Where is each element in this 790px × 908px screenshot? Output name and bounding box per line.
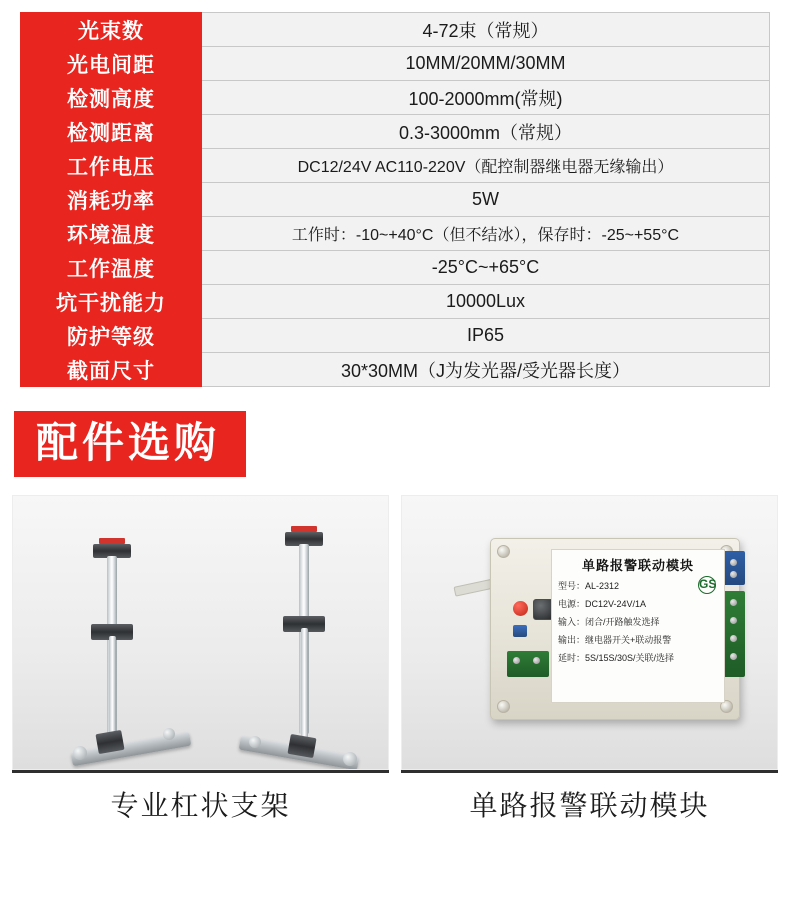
spec-value: 10MM/20MM/30MM <box>202 47 770 81</box>
bracket-bolt <box>249 736 261 748</box>
bracket-photo <box>12 495 389 770</box>
module-label-title: 单路报警联动模块 <box>581 558 694 574</box>
module-led <box>513 601 528 616</box>
table-row <box>21 183 770 217</box>
table-row <box>21 353 770 387</box>
table-row <box>21 217 770 251</box>
module-label-line: 电源：DC12V-24V/1A <box>558 599 647 610</box>
module-label-line: 型号：AL-2312 <box>558 581 620 592</box>
module-potentiometer[interactable] <box>513 625 527 637</box>
spec-value: 30*30MM（J为发光器/受光器长度） <box>202 353 770 387</box>
table-row <box>21 149 770 183</box>
module-label-line: 输出：继电器开关+联动报警 <box>558 635 672 646</box>
spec-label: 工作温度 <box>21 251 202 285</box>
spec-value: 100-2000mm(常规) <box>202 81 770 115</box>
module-screw <box>497 700 510 713</box>
accessory-card-alarm-module[interactable] <box>401 495 778 835</box>
spec-label: 截面尺寸 <box>21 353 202 387</box>
spec-value: DC12/24V AC110-220V（配控制器继电器无缘输出） <box>202 149 770 183</box>
table-row <box>21 115 770 149</box>
specification-table <box>20 12 770 387</box>
spec-label: 坑干扰能力 <box>21 285 202 319</box>
spec-value: 工作时：-10~+40°C（但不结冰），保存时：-25~+55°C <box>202 217 770 251</box>
table-row <box>21 13 770 47</box>
module-label-line: 输入：闭合/开路触发选择 <box>558 617 660 628</box>
module-screw <box>497 545 510 558</box>
section-banner <box>14 411 790 477</box>
card-caption: 单路报警联动模块 <box>401 770 778 835</box>
alarm-module-photo <box>401 495 778 770</box>
spec-value: 5W <box>202 183 770 217</box>
gs-certification-icon: GS <box>698 576 716 594</box>
table-row <box>21 251 770 285</box>
module-body <box>490 538 740 720</box>
bracket-bolt <box>343 752 357 766</box>
product-spec-page <box>0 12 790 908</box>
table-row <box>21 81 770 115</box>
section-banner-title: 配件选购 <box>14 411 246 477</box>
spec-value: IP65 <box>202 319 770 353</box>
spec-value: 10000Lux <box>202 285 770 319</box>
spec-label: 检测高度 <box>21 81 202 115</box>
accessory-card-bracket[interactable] <box>12 495 389 835</box>
spec-label: 消耗功率 <box>21 183 202 217</box>
table-row <box>21 285 770 319</box>
bracket-bolt <box>73 746 87 760</box>
bracket-rod <box>301 628 308 738</box>
table-row <box>21 47 770 81</box>
spec-value: 4-72束（常规） <box>202 13 770 47</box>
spec-label: 光电间距 <box>21 47 202 81</box>
bracket-rod <box>109 636 116 736</box>
spec-value: -25°C~+65°C <box>202 251 770 285</box>
spec-label: 检测距离 <box>21 115 202 149</box>
spec-label: 光束数 <box>21 13 202 47</box>
card-caption: 专业杠状支架 <box>12 770 389 835</box>
module-label-line: 延时：5S/15S/30S/关联/选择 <box>558 653 675 664</box>
spec-label: 防护等级 <box>21 319 202 353</box>
spec-value: 0.3-3000mm（常规） <box>202 115 770 149</box>
accessory-card-list <box>12 495 778 835</box>
spec-label: 工作电压 <box>21 149 202 183</box>
table-row <box>21 319 770 353</box>
module-terminal-green <box>507 651 549 677</box>
spec-label: 环境温度 <box>21 217 202 251</box>
bracket-bolt <box>163 728 175 740</box>
module-label <box>551 549 725 703</box>
